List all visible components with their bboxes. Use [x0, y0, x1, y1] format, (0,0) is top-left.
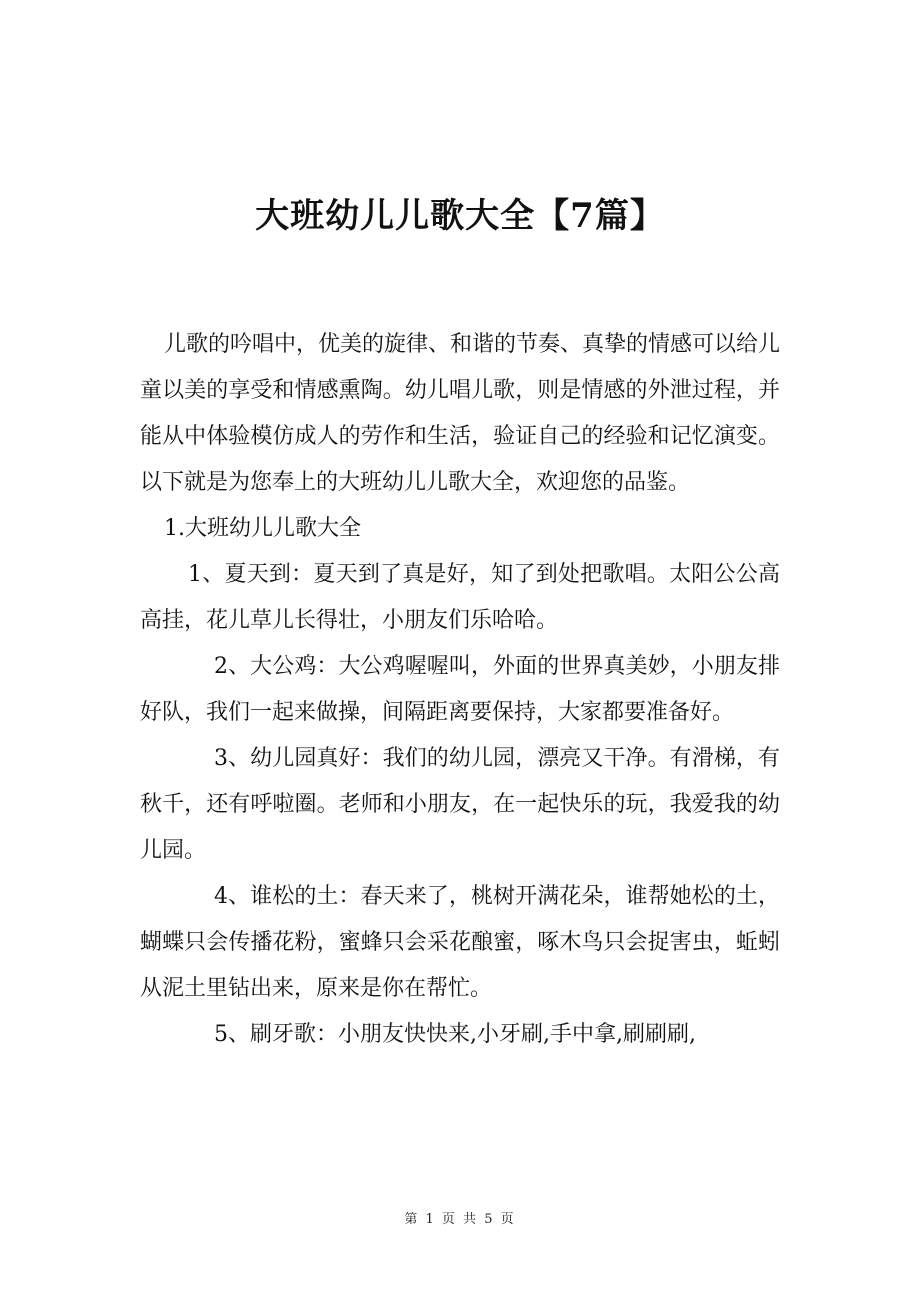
page-number-footer: 第 1 页 共 5 页	[404, 1212, 516, 1227]
section-heading: 1.大班幼儿儿歌大全	[164, 516, 361, 541]
song-item-3: 3、幼儿园真好：我们的幼儿园，漂亮又干净。有滑梯，有秋千，还有呼啦圈。老师和小朋友，在一起快乐的玩，我爱我的幼儿园。	[140, 746, 780, 863]
song-item-2: 2、大公鸡：大公鸡喔喔叫，外面的世界真美妙，小朋友排好队，我们一起来做操，间隔距离要保持，大家都要准备好。	[140, 654, 780, 725]
document-title: 大班幼儿儿歌大全【7篇】	[255, 196, 665, 236]
intro-paragraph: 儿歌的吟唱中，优美的旋律、和谐的节奏、真挚的情感可以给儿童以美的享受和情感熏陶。幼儿唱儿歌，则是情感的外泄过程，并能从中体验模仿成人的劳作和生活，验证自己的经验和记忆演变。以下就是为您奉上的大班幼儿儿歌大全，欢迎您的品鉴。	[140, 332, 781, 495]
song-item-5: 5、刷牙歌：小朋友快快来,小牙刷,手中拿,刷刷刷,	[214, 1022, 696, 1047]
song-item-4: 4、谁松的土：春天来了，桃树开满花朵，谁帮她松的土，蝴蝶只会传播花粉，蜜蜂只会采花酿蜜，啄木鸟只会捉害虫，蚯蚓从泥土里钻出来，原来是你在帮忙。	[140, 884, 780, 1001]
document-body	[140, 322, 780, 1058]
song-item-1: 1、夏天到：夏天到了真是好，知了到处把歌唱。太阳公公高高挂，花儿草儿长得壮，小朋友们乐哈哈。	[140, 562, 780, 633]
